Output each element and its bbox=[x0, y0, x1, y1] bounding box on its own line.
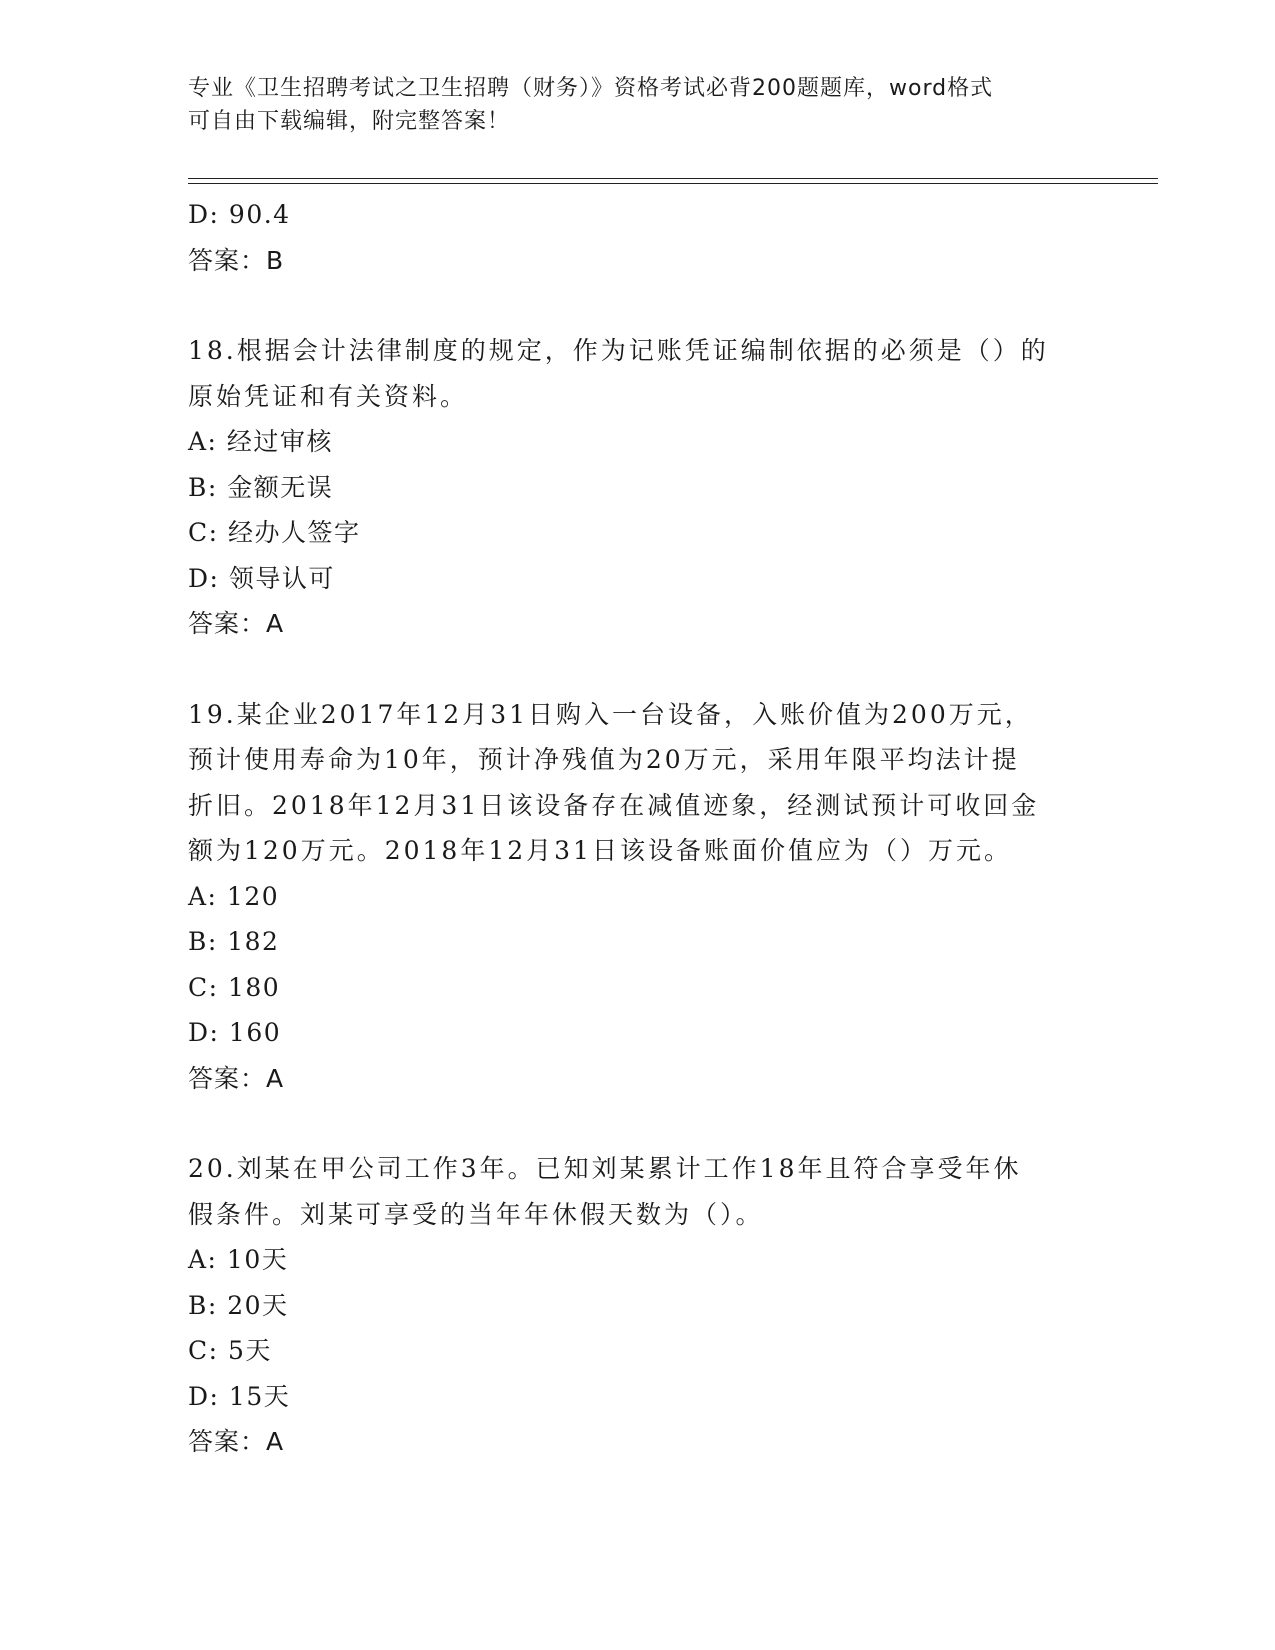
question-text-line: 原始凭证和有关资料。 bbox=[188, 381, 469, 411]
question-text-line: 额为120万元。2018年12月31日该设备账面价值应为（）万元。 bbox=[188, 836, 1012, 865]
question-text bbox=[188, 692, 1088, 874]
question-text-line: 折旧。2018年12月31日该设备存在减值迹象，经测试预计可收回金 bbox=[188, 790, 1040, 820]
option-b: B: 金额无误 bbox=[188, 472, 334, 502]
question-text-line: 预计使用寿命为10年，预计净残值为20万元，采用年限平均法计提 bbox=[188, 745, 1020, 774]
header-line-2: 可自由下载编辑，附完整答案！ bbox=[188, 109, 511, 134]
question-text-line: 19.某企业2017年12月31日购入一台设备，入账价值为200万元， bbox=[188, 699, 1033, 729]
option-c: C: 经办人签字 bbox=[188, 518, 361, 547]
header-line-1: 专业《卫生招聘考试之卫生招聘（财务）》资格考试必背200题题库，word格式 bbox=[188, 76, 994, 101]
option-d: D: 领导认可 bbox=[188, 563, 335, 593]
option-a: A: 经过审核 bbox=[188, 427, 333, 456]
option-c: C: 5天 bbox=[188, 1336, 272, 1365]
question-content bbox=[188, 192, 1088, 1465]
option-c: C: 180 bbox=[188, 972, 281, 1002]
option-a: A: 10天 bbox=[188, 1245, 289, 1274]
option-d: D: 90.4 bbox=[188, 200, 291, 229]
question-text bbox=[188, 1146, 1088, 1237]
option-d: D: 160 bbox=[188, 1018, 282, 1047]
document-header bbox=[188, 72, 1088, 138]
answer-line: 答案：A bbox=[188, 1063, 285, 1093]
answer-line: 答案：B bbox=[188, 245, 285, 275]
option-d: D: 15天 bbox=[188, 1381, 291, 1411]
question-19 bbox=[188, 692, 1088, 1102]
question-18 bbox=[188, 328, 1088, 647]
option-b: B: 20天 bbox=[188, 1290, 289, 1320]
answer-line: 答案：A bbox=[188, 1427, 285, 1456]
header-divider-bottom bbox=[188, 183, 1158, 184]
option-a: A: 120 bbox=[188, 881, 280, 911]
question-20 bbox=[188, 1146, 1088, 1465]
header-divider-top bbox=[188, 178, 1158, 179]
option-b: B: 182 bbox=[188, 927, 280, 956]
answer-line: 答案：A bbox=[188, 609, 285, 638]
question-text-line: 假条件。刘某可享受的当年年休假天数为（）。 bbox=[188, 1199, 764, 1229]
question-text-line: 20.刘某在甲公司工作3年。已知刘某累计工作18年且符合享受年休 bbox=[188, 1154, 1022, 1183]
question-text-line: 18.根据会计法律制度的规定，作为记账凭证编制依据的必须是（）的 bbox=[188, 336, 1049, 365]
question-text bbox=[188, 328, 1088, 419]
